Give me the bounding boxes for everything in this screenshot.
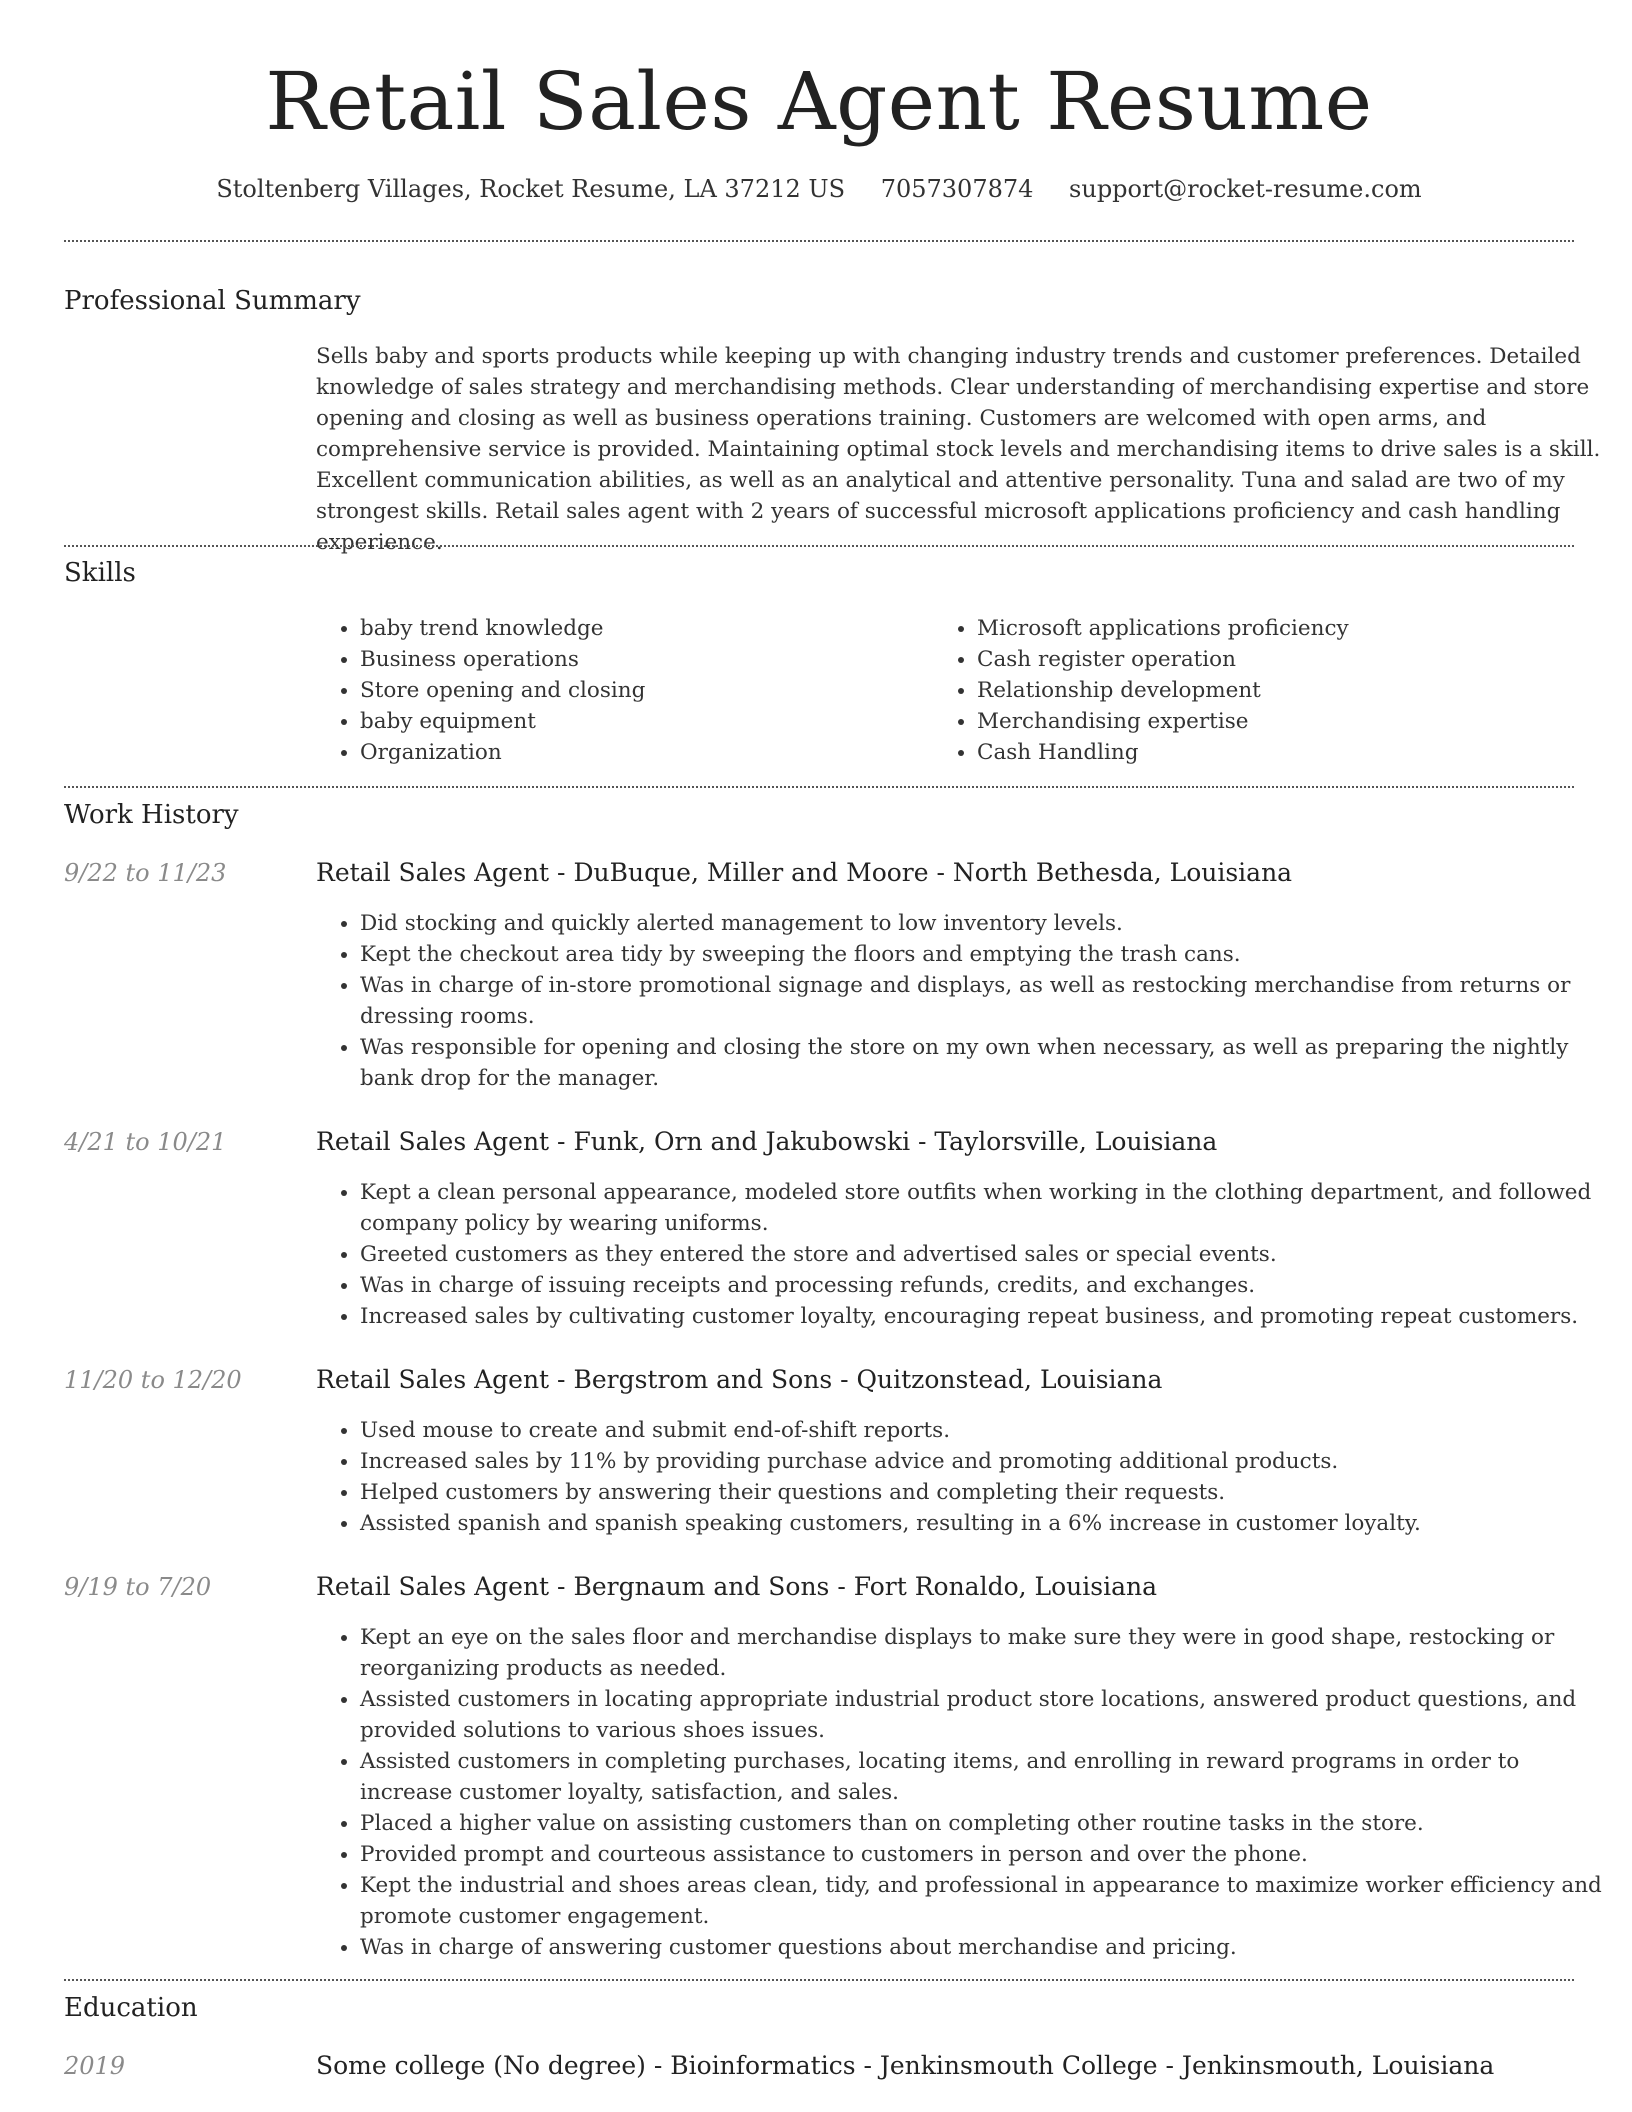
- skill-item: • Organization: [360, 737, 876, 768]
- summary-text: Sells baby and sports products while keeping up with changing industry trends and customer preferences. Detailed knowledge of sales strategy and merchandising methods. Clear understanding of merchandising expertise and store opening and closing as well as business operations training. Customers are welcomed with open arms, and comprehensive service is provided. Maintaining optimal stock levels and merchandising items to drive sales is a skill. Excellent communication abilities, as well as an analytical and attentive personality. Tuna and salad are two of my strongest skills. Retail sales agent with 2 years of successful microsoft applications proficiency and cash handling experience.: [316, 344, 1601, 555]
- job-bullet: • Assisted spanish and spanish speaking customers, resulting in a 6% increase in customer loyalty.: [360, 1508, 1616, 1539]
- job-title: Retail Sales Agent - Bergstrom and Sons - Quitzonstead, Louisiana: [316, 1365, 1163, 1394]
- job-title: Retail Sales Agent - Bergnaum and Sons - Fort Ronaldo, Louisiana: [316, 1572, 1158, 1601]
- summary-heading: Professional Summary: [64, 286, 361, 316]
- job-bullets: [316, 1177, 1616, 1332]
- skill-item: • Business operations: [360, 644, 876, 675]
- job-bullet: • Greeted customers as they entered the store and advertised sales or special events.: [360, 1239, 1616, 1270]
- job-bullet: • Was in charge of in-store promotional signage and displays, as well as restocking merchandise from returns or dressing rooms.: [360, 970, 1616, 1032]
- contact-address: Stoltenberg Villages, Rocket Resume, LA 37212 US: [216, 175, 846, 203]
- skills-right-column: [933, 613, 1493, 768]
- skill-item: • Cash register operation: [977, 644, 1493, 675]
- skill-item: • baby equipment: [360, 706, 876, 737]
- divider: [64, 240, 1574, 242]
- job-bullet: • Was in charge of answering customer questions about merchandise and pricing.: [360, 1932, 1616, 1963]
- education-date: 2019: [64, 2052, 126, 2080]
- job-bullet: • Kept the checkout area tidy by sweeping the floors and emptying the trash cans.: [360, 939, 1616, 970]
- job-bullet: • Was responsible for opening and closing the store on my own when necessary, as well as preparing the nightly bank drop for the manager.: [360, 1032, 1616, 1094]
- contact-phone: 7057307874: [880, 175, 1034, 203]
- divider: [64, 786, 1574, 788]
- divider: [64, 545, 1574, 547]
- job-bullet: • Increased sales by cultivating customer loyalty, encouraging repeat business, and promoting repeat customers.: [360, 1301, 1616, 1332]
- contact-email: support@rocket-resume.com: [1069, 175, 1422, 203]
- job-date: 4/21 to 10/21: [64, 1128, 227, 1156]
- skills-heading: Skills: [64, 558, 136, 588]
- skills-left-column: [316, 613, 876, 768]
- job-title: Retail Sales Agent - DuBuque, Miller and Moore - North Bethesda, Louisiana: [316, 858, 1293, 887]
- skill-item: • Cash Handling: [977, 737, 1493, 768]
- job-bullet: • Helped customers by answering their questions and completing their requests.: [360, 1477, 1616, 1508]
- job-bullet: • Assisted customers in locating appropriate industrial product store locations, answered product questions, and provided solutions to various shoes issues.: [360, 1684, 1616, 1746]
- education-heading: Education: [64, 1993, 198, 2023]
- job-bullet: • Did stocking and quickly alerted management to low inventory levels.: [360, 908, 1616, 939]
- job-bullet: • Assisted customers in completing purchases, locating items, and enrolling in reward programs in order to increase customer loyalty, satisfaction, and sales.: [360, 1746, 1616, 1808]
- resume-title: Retail Sales Agent Resume: [265, 55, 1373, 148]
- work-heading: Work History: [64, 800, 239, 830]
- job-bullets: [316, 1415, 1616, 1539]
- job-bullet: • Provided prompt and courteous assistance to customers in person and over the phone.: [360, 1839, 1616, 1870]
- job-date: 9/19 to 7/20: [64, 1573, 212, 1601]
- job-bullets: [316, 908, 1616, 1094]
- job-bullet: • Kept the industrial and shoes areas clean, tidy, and professional in appearance to maximize worker efficiency and promote customer engagement.: [360, 1870, 1616, 1932]
- job-date: 11/20 to 12/20: [64, 1366, 242, 1394]
- job-date: 9/22 to 11/23: [64, 859, 227, 887]
- skill-item: • baby trend knowledge: [360, 613, 876, 644]
- education-title: Some college (No degree) - Bioinformatics - Jenkinsmouth College - Jenkinsmouth, Louisiana: [316, 2051, 1495, 2080]
- skill-item: • Store opening and closing: [360, 675, 876, 706]
- job-title: Retail Sales Agent - Funk, Orn and Jakubowski - Taylorsville, Louisiana: [316, 1127, 1218, 1156]
- skill-item: • Relationship development: [977, 675, 1493, 706]
- job-bullet: • Increased sales by 11% by providing purchase advice and promoting additional products.: [360, 1446, 1616, 1477]
- contact-line: [64, 172, 1574, 206]
- skill-item: • Microsoft applications proficiency: [977, 613, 1493, 644]
- divider: [64, 1979, 1574, 1981]
- skill-item: • Merchandising expertise: [977, 706, 1493, 737]
- job-bullet: • Placed a higher value on assisting customers than on completing other routine tasks in the store.: [360, 1808, 1616, 1839]
- job-bullets: [316, 1622, 1616, 1963]
- job-bullet: • Used mouse to create and submit end-of-shift reports.: [360, 1415, 1616, 1446]
- job-bullet: • Kept an eye on the sales floor and merchandise displays to make sure they were in good shape, restocking or reorganizing products as needed.: [360, 1622, 1616, 1684]
- job-bullet: • Kept a clean personal appearance, modeled store outfits when working in the clothing department, and followed company policy by wearing uniforms.: [360, 1177, 1616, 1239]
- job-bullet: • Was in charge of issuing receipts and processing refunds, credits, and exchanges.: [360, 1270, 1616, 1301]
